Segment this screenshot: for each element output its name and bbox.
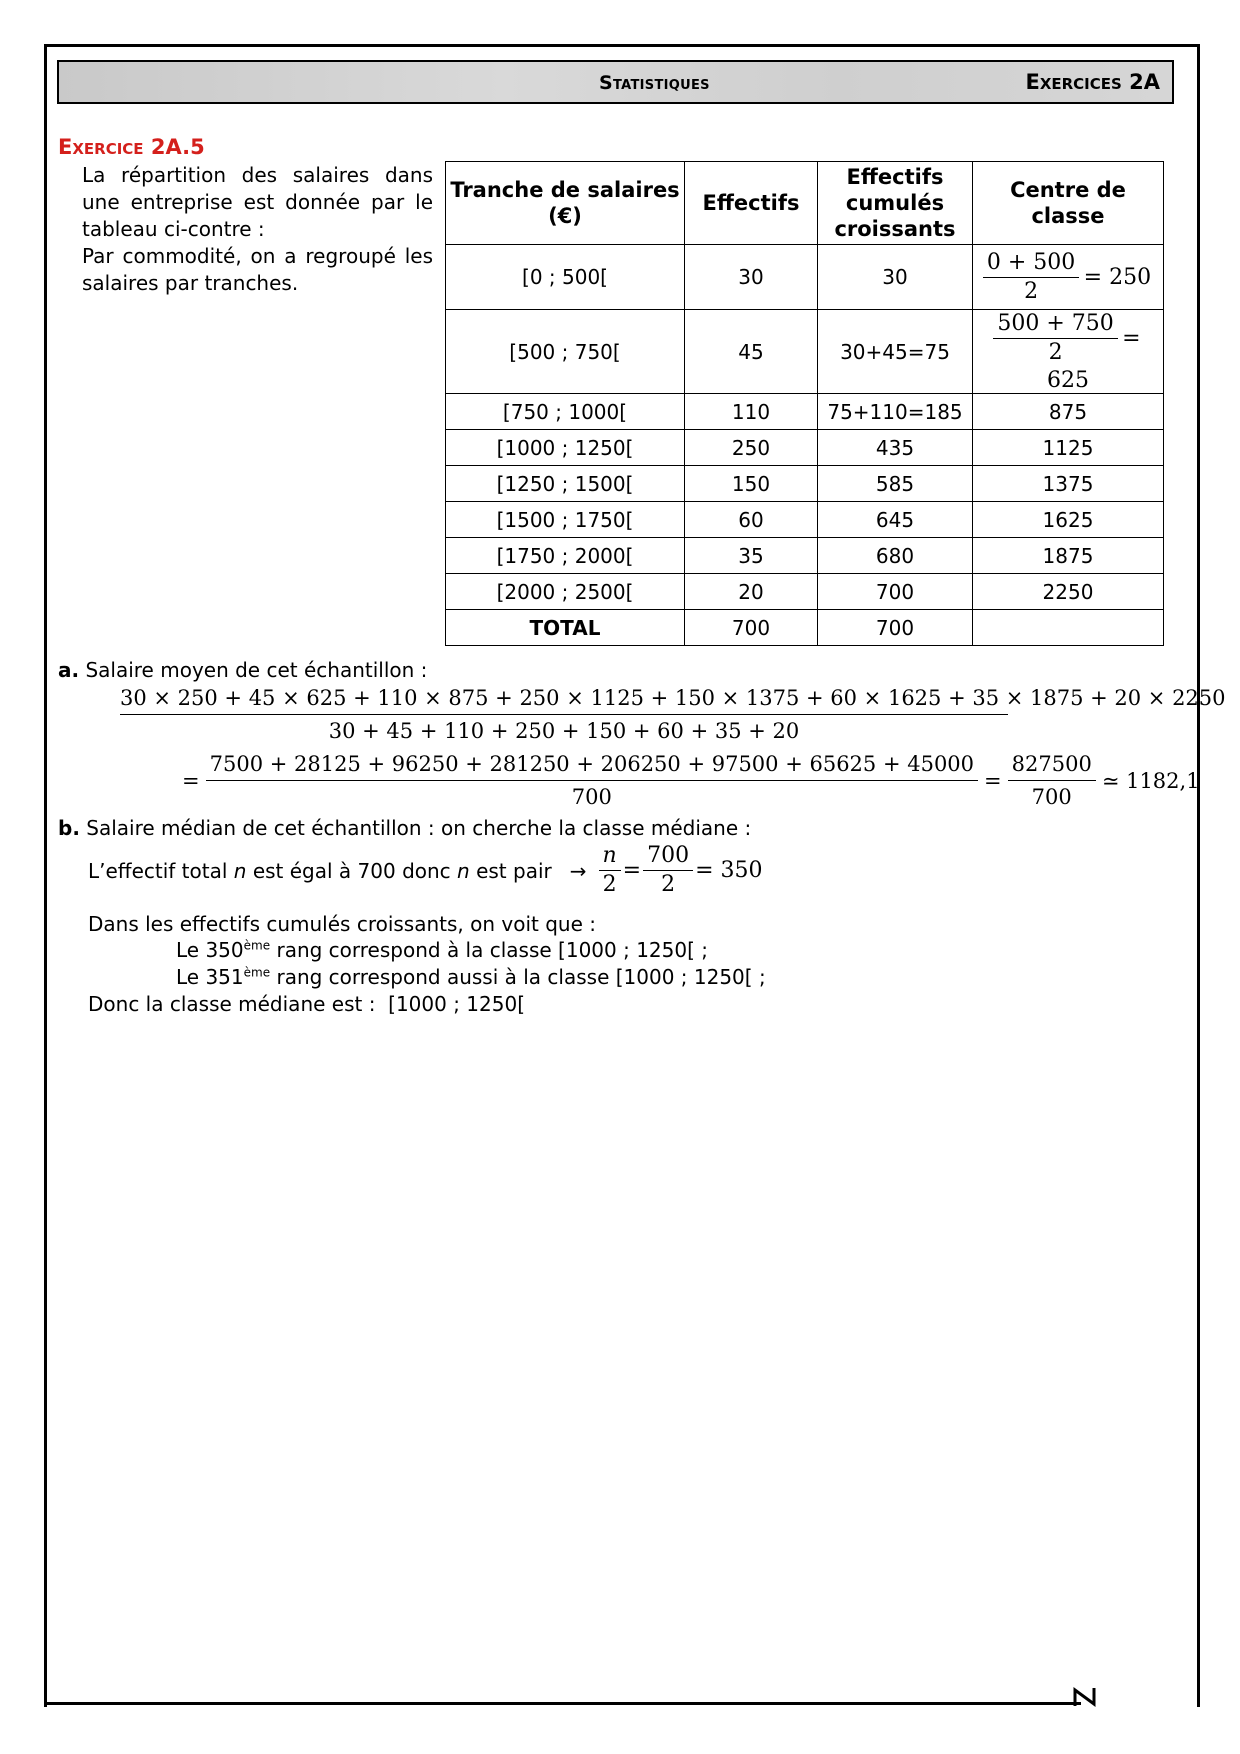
text-fragment: Le 351 <box>176 965 244 989</box>
median-class-conclusion: Donc la classe médiane est : [1000 ; 1250[ <box>88 992 526 1016</box>
cell-tranche: [1250 ; 1500[ <box>446 466 685 502</box>
rank-350-line <box>176 938 708 962</box>
superscript: ème <box>243 965 271 980</box>
centre-result: = 250 <box>1083 264 1152 290</box>
fraction-denominator: 2 <box>599 870 621 899</box>
cell-effectif: 150 <box>685 466 818 502</box>
step-denominator: 700 <box>206 780 978 809</box>
cell-cumul: 585 <box>818 466 973 502</box>
header-centre: Centre de classe <box>973 162 1164 245</box>
cell-cumul: 680 <box>818 538 973 574</box>
cell-centre: 1375 <box>973 466 1164 502</box>
cell-centre: 1875 <box>973 538 1164 574</box>
part-b-heading <box>58 816 751 840</box>
cell-effectif: 250 <box>685 430 818 466</box>
fraction-denominator: 2 <box>993 338 1117 367</box>
cell-centre <box>973 310 1164 394</box>
centre-result: = 625 <box>1047 326 1141 393</box>
step-fraction <box>206 752 978 809</box>
700-over-2-fraction <box>645 842 691 899</box>
cell-effectif: 20 <box>685 574 818 610</box>
equals-sign: = <box>182 768 200 793</box>
text-fragment: rang correspond aussi à la classe [1000 ; 1250[ ; <box>270 965 766 989</box>
cell-tranche: [0 ; 500[ <box>446 245 685 310</box>
cell-effectif: 35 <box>685 538 818 574</box>
table-row <box>446 538 1164 574</box>
cell-cumul: 30 <box>818 245 973 310</box>
header-cumules: Effectifs cumulés croissants <box>818 162 973 245</box>
cell-centre <box>973 245 1164 310</box>
part-a-label: a. <box>58 658 80 682</box>
equals-sign: = <box>622 858 642 883</box>
text-fragment: rang correspond à la classe [1000 ; 1250[ ; <box>270 938 708 962</box>
table-total-row <box>446 610 1164 646</box>
rank-351-line <box>176 965 766 989</box>
table-row <box>446 466 1164 502</box>
median-rank-result: = 350 <box>695 858 763 883</box>
page-header <box>57 60 1174 104</box>
cell-tranche: [750 ; 1000[ <box>446 394 685 430</box>
table-row <box>446 245 1164 310</box>
fraction-denominator: 2 <box>643 870 693 899</box>
table-header-row <box>446 162 1164 245</box>
corner-mark-icon <box>1072 1686 1102 1708</box>
median-rank-line <box>88 842 763 899</box>
mean-formula-numerator: 30 × 250 + 45 × 625 + 110 × 875 + 250 × 1125 + 150 × 1375 + 60 × 1625 + 35 × 1875 + 20 × 2250 <box>120 686 1008 715</box>
header-tranche: Tranche de salaires (€) <box>446 162 685 245</box>
superscript: ème <box>243 938 271 953</box>
cell-total-label: TOTAL <box>446 610 685 646</box>
equals-sign: = <box>984 768 1002 793</box>
cell-effectif: 45 <box>685 310 818 394</box>
part-a-text: Salaire moyen de cet échantillon : <box>85 658 428 682</box>
mean-formula-denominator: 30 + 45 + 110 + 250 + 150 + 60 + 35 + 20 <box>328 719 800 743</box>
cell-tranche: [2000 ; 2500[ <box>446 574 685 610</box>
step-numerator: 7500 + 28125 + 96250 + 281250 + 206250 + 97500 + 65625 + 45000 <box>209 752 975 776</box>
table-row <box>446 430 1164 466</box>
cell-tranche: [1500 ; 1750[ <box>446 502 685 538</box>
table-row <box>446 502 1164 538</box>
cell-tranche: [1000 ; 1250[ <box>446 430 685 466</box>
exercise-title: Exercice 2A.5 <box>58 135 205 159</box>
table-row <box>446 574 1164 610</box>
table-row <box>446 394 1164 430</box>
fraction-numerator: 700 <box>647 843 690 868</box>
fraction-numerator: 500 + 750 <box>997 311 1114 336</box>
final-denominator: 700 <box>1008 780 1096 809</box>
fraction-numerator: n <box>602 843 617 868</box>
approx-result: ≃ 1182,1 <box>1101 768 1200 793</box>
table-row <box>446 310 1164 394</box>
cell-effectif: 30 <box>685 245 818 310</box>
text-fragment: est égal à 700 donc <box>246 858 458 883</box>
variable-n: n <box>233 858 247 883</box>
part-a-heading <box>58 658 427 682</box>
cell-tranche: [500 ; 750[ <box>446 310 685 394</box>
fraction-denominator: 2 <box>983 277 1079 306</box>
part-b-text: Salaire médian de cet échantillon : on cherche la classe médiane : <box>86 816 752 840</box>
centre-fraction <box>995 310 1115 367</box>
cell-centre: 875 <box>973 394 1164 430</box>
final-numerator: 827500 <box>1011 752 1092 776</box>
cell-cumul: 435 <box>818 430 973 466</box>
page-frame-bottom <box>44 1702 1081 1705</box>
intro-paragraph-1: La répartition des salaires dans une entreprise est donnée par le tableau ci-contre : <box>82 163 433 241</box>
header-title: Statistiques <box>599 72 710 94</box>
arrow-icon: → <box>569 858 587 883</box>
mean-formula-steps <box>176 752 1206 809</box>
cell-cumul: 30+45=75 <box>818 310 973 394</box>
part-b-label: b. <box>58 816 80 840</box>
cell-centre: 1125 <box>973 430 1164 466</box>
salary-table <box>445 161 1164 646</box>
cell-total-cumul: 700 <box>818 610 973 646</box>
n-over-2-fraction <box>601 842 619 899</box>
text-fragment: L’effectif total <box>88 858 234 883</box>
text-fragment: est pair <box>469 858 552 883</box>
text-fragment: Le 350 <box>176 938 244 962</box>
centre-fraction <box>985 249 1077 306</box>
cell-cumul: 75+110=185 <box>818 394 973 430</box>
variable-n: n <box>457 858 470 883</box>
fraction-numerator: 0 + 500 <box>986 249 1076 275</box>
cell-effectif: 110 <box>685 394 818 430</box>
cell-cumul: 700 <box>818 574 973 610</box>
mean-formula <box>120 686 1226 743</box>
header-section: Exercices 2A <box>1025 70 1160 94</box>
cell-total-empty <box>973 610 1164 646</box>
cell-effectif: 60 <box>685 502 818 538</box>
cell-centre: 2250 <box>973 574 1164 610</box>
intro-paragraph-2: Par commodité, on a regroupé les salaires par tranches. <box>82 244 433 295</box>
cell-centre: 1625 <box>973 502 1164 538</box>
header-effectifs: Effectifs <box>685 162 818 245</box>
exercise-intro <box>82 162 433 297</box>
final-fraction <box>1008 752 1096 809</box>
cumul-observation: Dans les effectifs cumulés croissants, on voit que : <box>88 912 597 936</box>
cell-cumul: 645 <box>818 502 973 538</box>
cell-total-effectif: 700 <box>685 610 818 646</box>
cell-tranche: [1750 ; 2000[ <box>446 538 685 574</box>
